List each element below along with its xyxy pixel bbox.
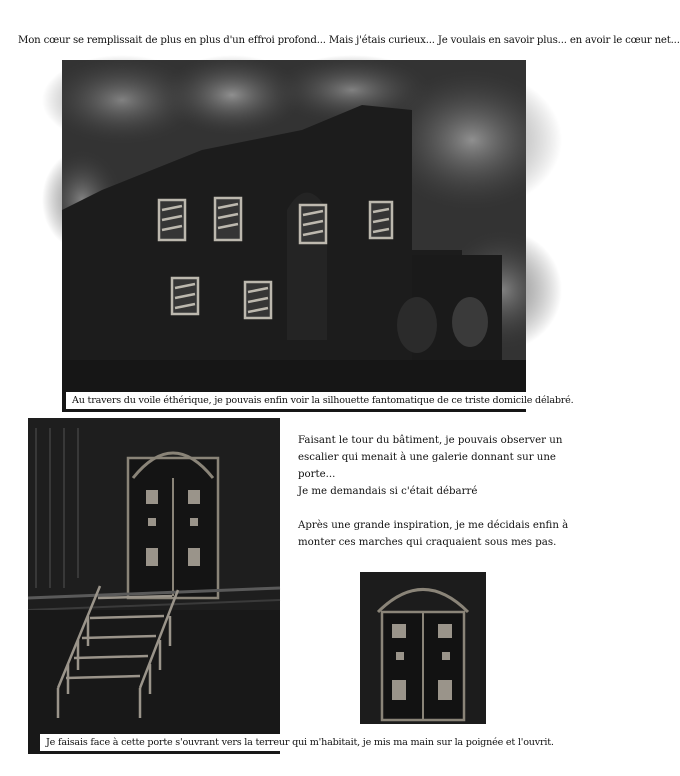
narrative-line-2: escalier qui menait à une galerie donnant sur une [298,452,556,463]
narrative-line-3: porte... [298,469,336,480]
side-narrative [298,432,588,551]
panel2-caption: Je faisais face à cette porte s'ouvrant vers la terreur qui m'habitait, je mis ma main sur la poignée et l'ouvrit. [40,734,560,751]
porch-illustration [28,418,280,754]
narrative-line-6: monter ces marches qui craquaient sous mes pas. [298,537,557,548]
intro-text: Mon cœur se remplissait de plus en plus d'un effroi profond... Mais j'étais curieux... Je voulais en savoir plus... en avoir le cœur net... [18,35,680,46]
narrative-line-5: Après une grande inspiration, je me décidais enfin à [298,520,569,531]
door-illustration [360,572,486,724]
narrative-line-4: Je me demandais si c'était débarré [298,486,478,497]
house-illustration [62,60,526,412]
narrative-line-1: Faisant le tour du bâtiment, je pouvais observer un [298,435,563,446]
panel1-caption: Au travers du voile éthérique, je pouvais enfin voir la silhouette fantomatique de ce triste domicile délabré. [66,392,580,409]
